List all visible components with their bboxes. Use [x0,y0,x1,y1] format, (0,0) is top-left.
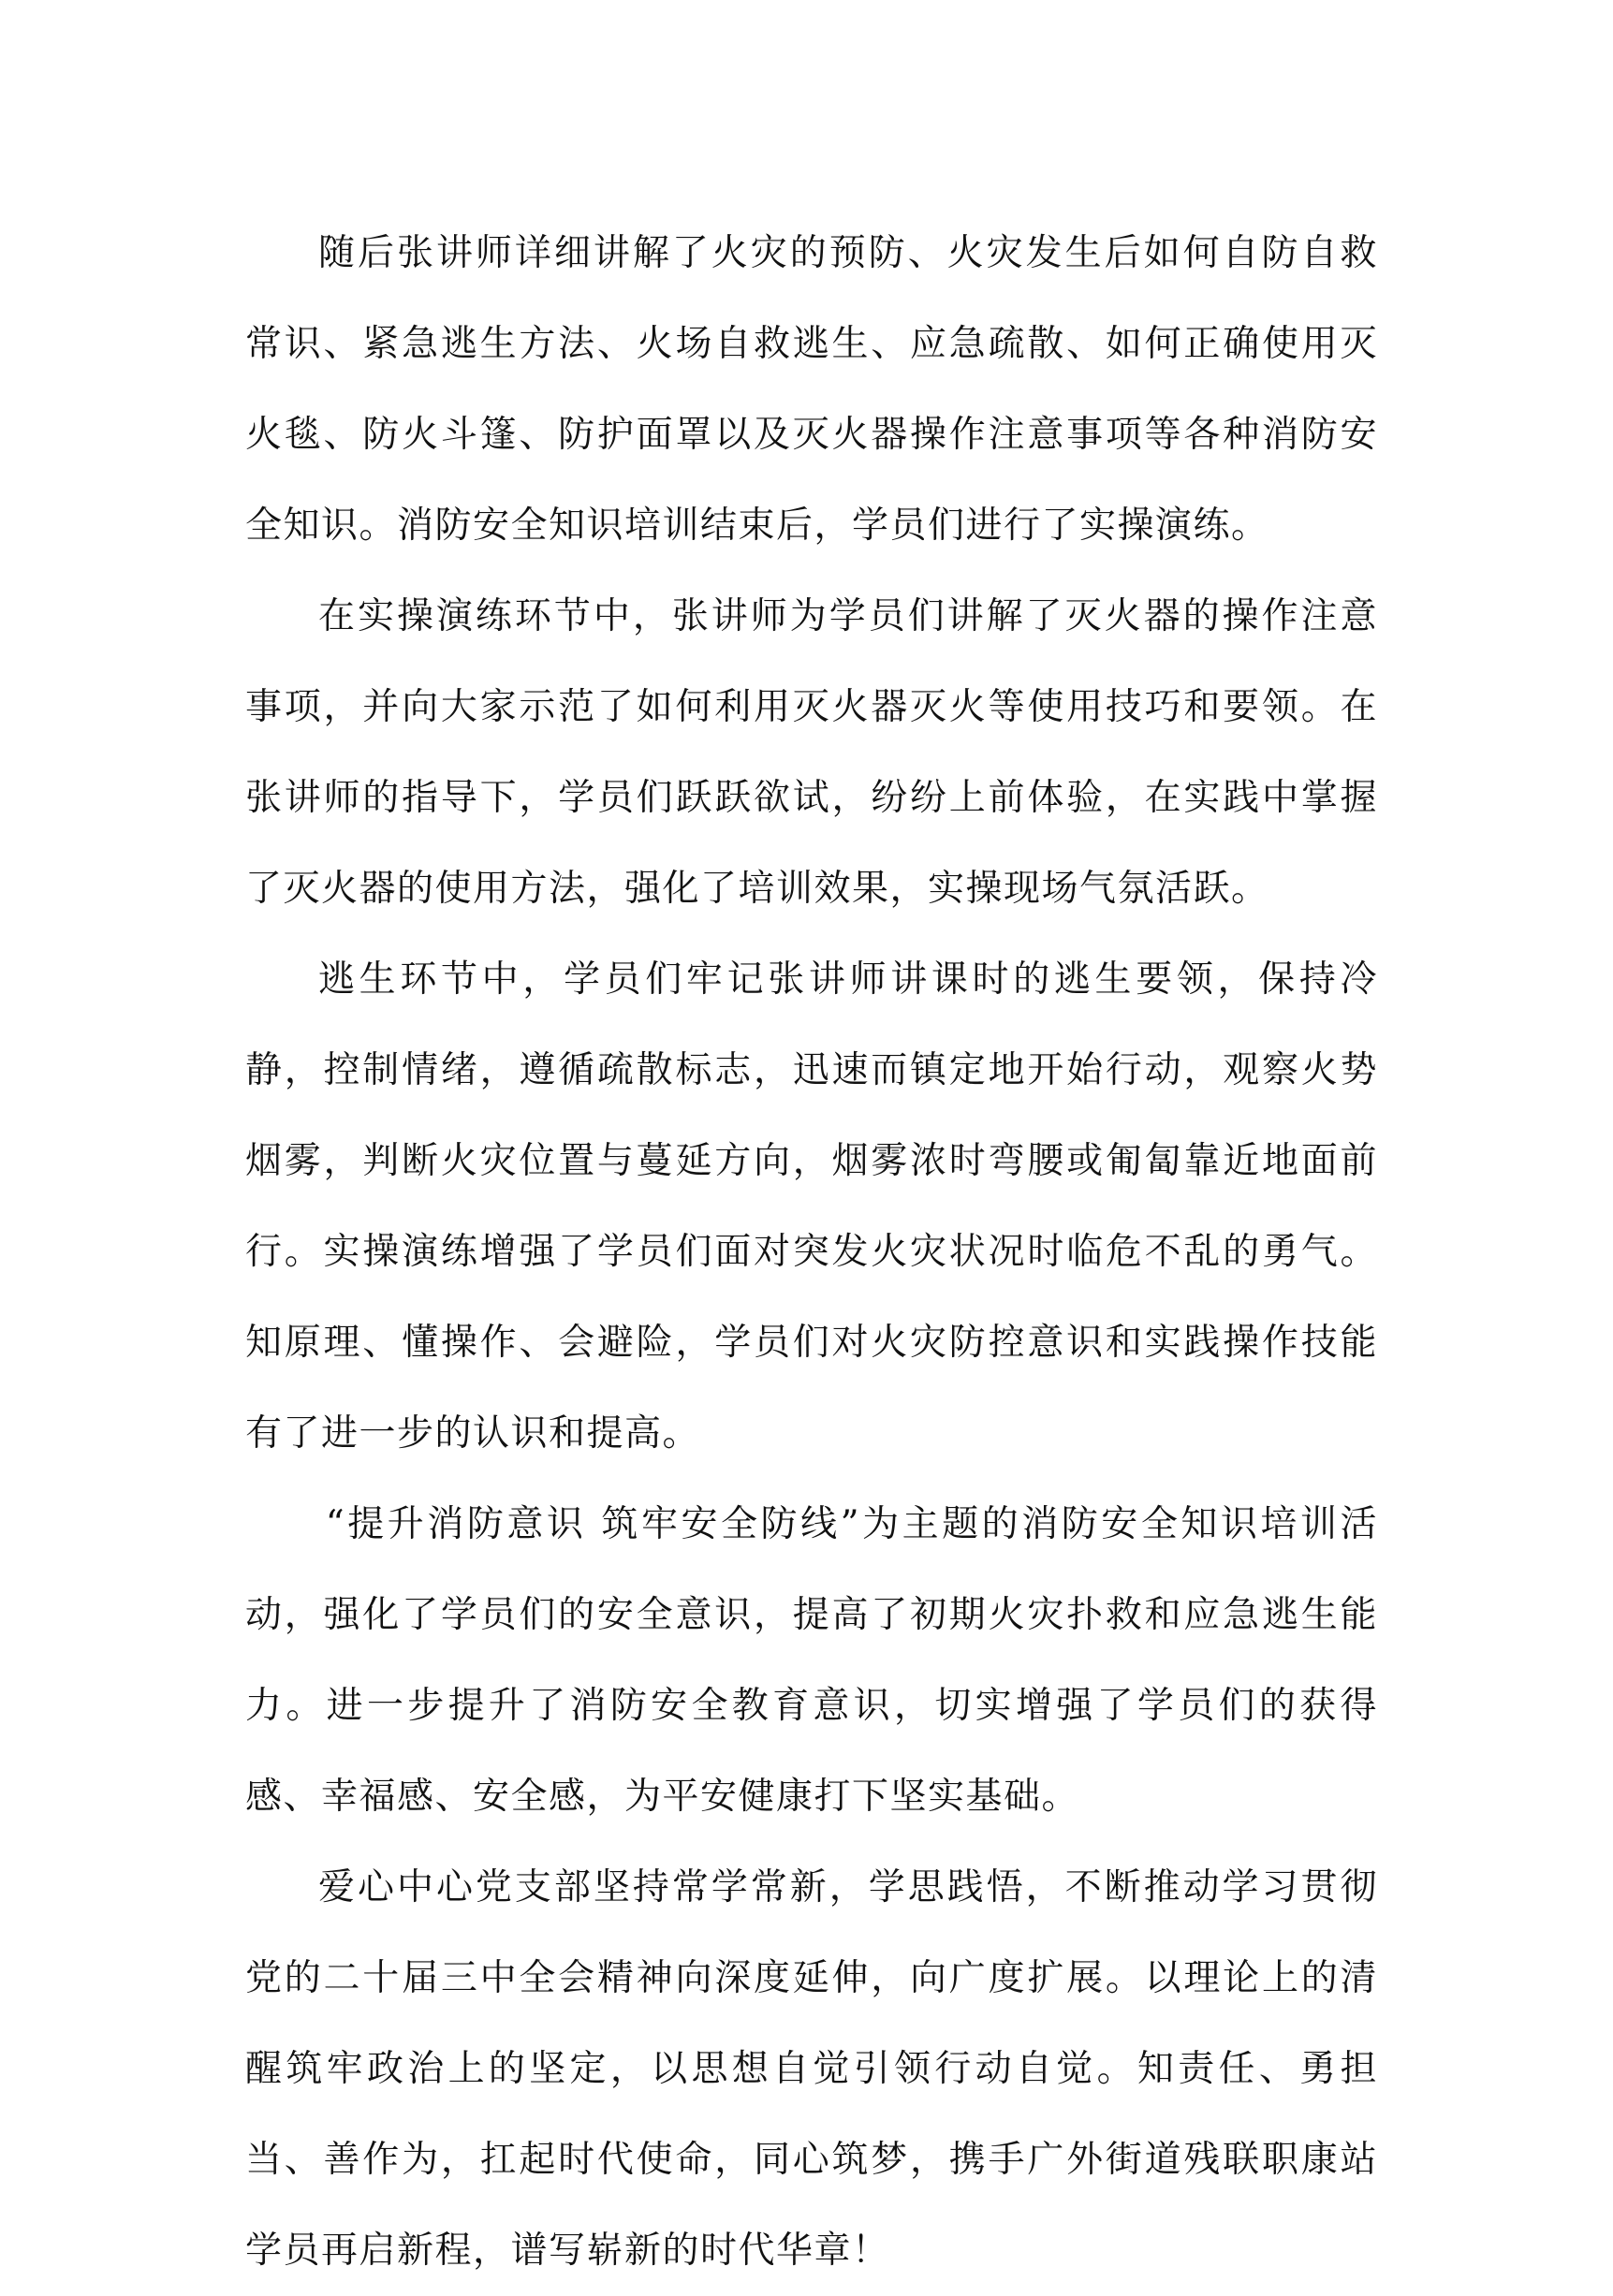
paragraph-training-theme: “提升消防意识 筑牢安全防线”为主题的消防安全知识培训活动，强化了学员们的安全意识，提高了初期火灾扑救和应急逃生能力。进一步提升了消防安全教育意识，切实增强了学员们的获得感、幸福感、安全感，为平安健康打下坚实基础。 [245,1503,1378,1818]
paragraph-party-branch: 爱心中心党支部坚持常学常新，学思践悟，不断推动学习贯彻党的二十届三中全会精神向深度延伸，向广度扩展。以理论上的清醒筑牢政治上的坚定，以思想自觉引领行动自觉。知责任、勇担当、善作为，扛起时代使命，同心筑梦，携手广外街道残联职康站学员再启新程，谱写崭新的时代华章！ [245,1866,1378,2272]
paragraph-fire-safety-knowledge: 随后张讲师详细讲解了火灾的预防、火灾发生后如何自防自救常识、紧急逃生方法、火场自救逃生、应急疏散、如何正确使用灭火毯、防火斗篷、防护面罩以及灭火器操作注意事项等各种消防安全知识。消防安全知识培训结束后，学员们进行了实操演练。 [245,232,1378,547]
paragraph-escape-drill: 逃生环节中，学员们牢记张讲师讲课时的逃生要领，保持冷静，控制情绪，遵循疏散标志，迅速而镇定地开始行动，观察火势烟雾，判断火灾位置与蔓延方向，烟雾浓时弯腰或匍匐靠近地面前行。实操演练增强了学员们面对突发火灾状况时临危不乱的勇气。知原理、懂操作、会避险，学员们对火灾防控意识和实践操作技能有了进一步的认识和提高。 [245,958,1378,1455]
paragraph-practical-drill: 在实操演练环节中，张讲师为学员们讲解了灭火器的操作注意事项，并向大家示范了如何利用灭火器灭火等使用技巧和要领。在张讲师的指导下，学员们跃跃欲试，纷纷上前体验，在实践中掌握了灭火器的使用方法，强化了培训效果，实操现场气氛活跃。 [245,595,1378,910]
document-body [245,208,1378,2296]
